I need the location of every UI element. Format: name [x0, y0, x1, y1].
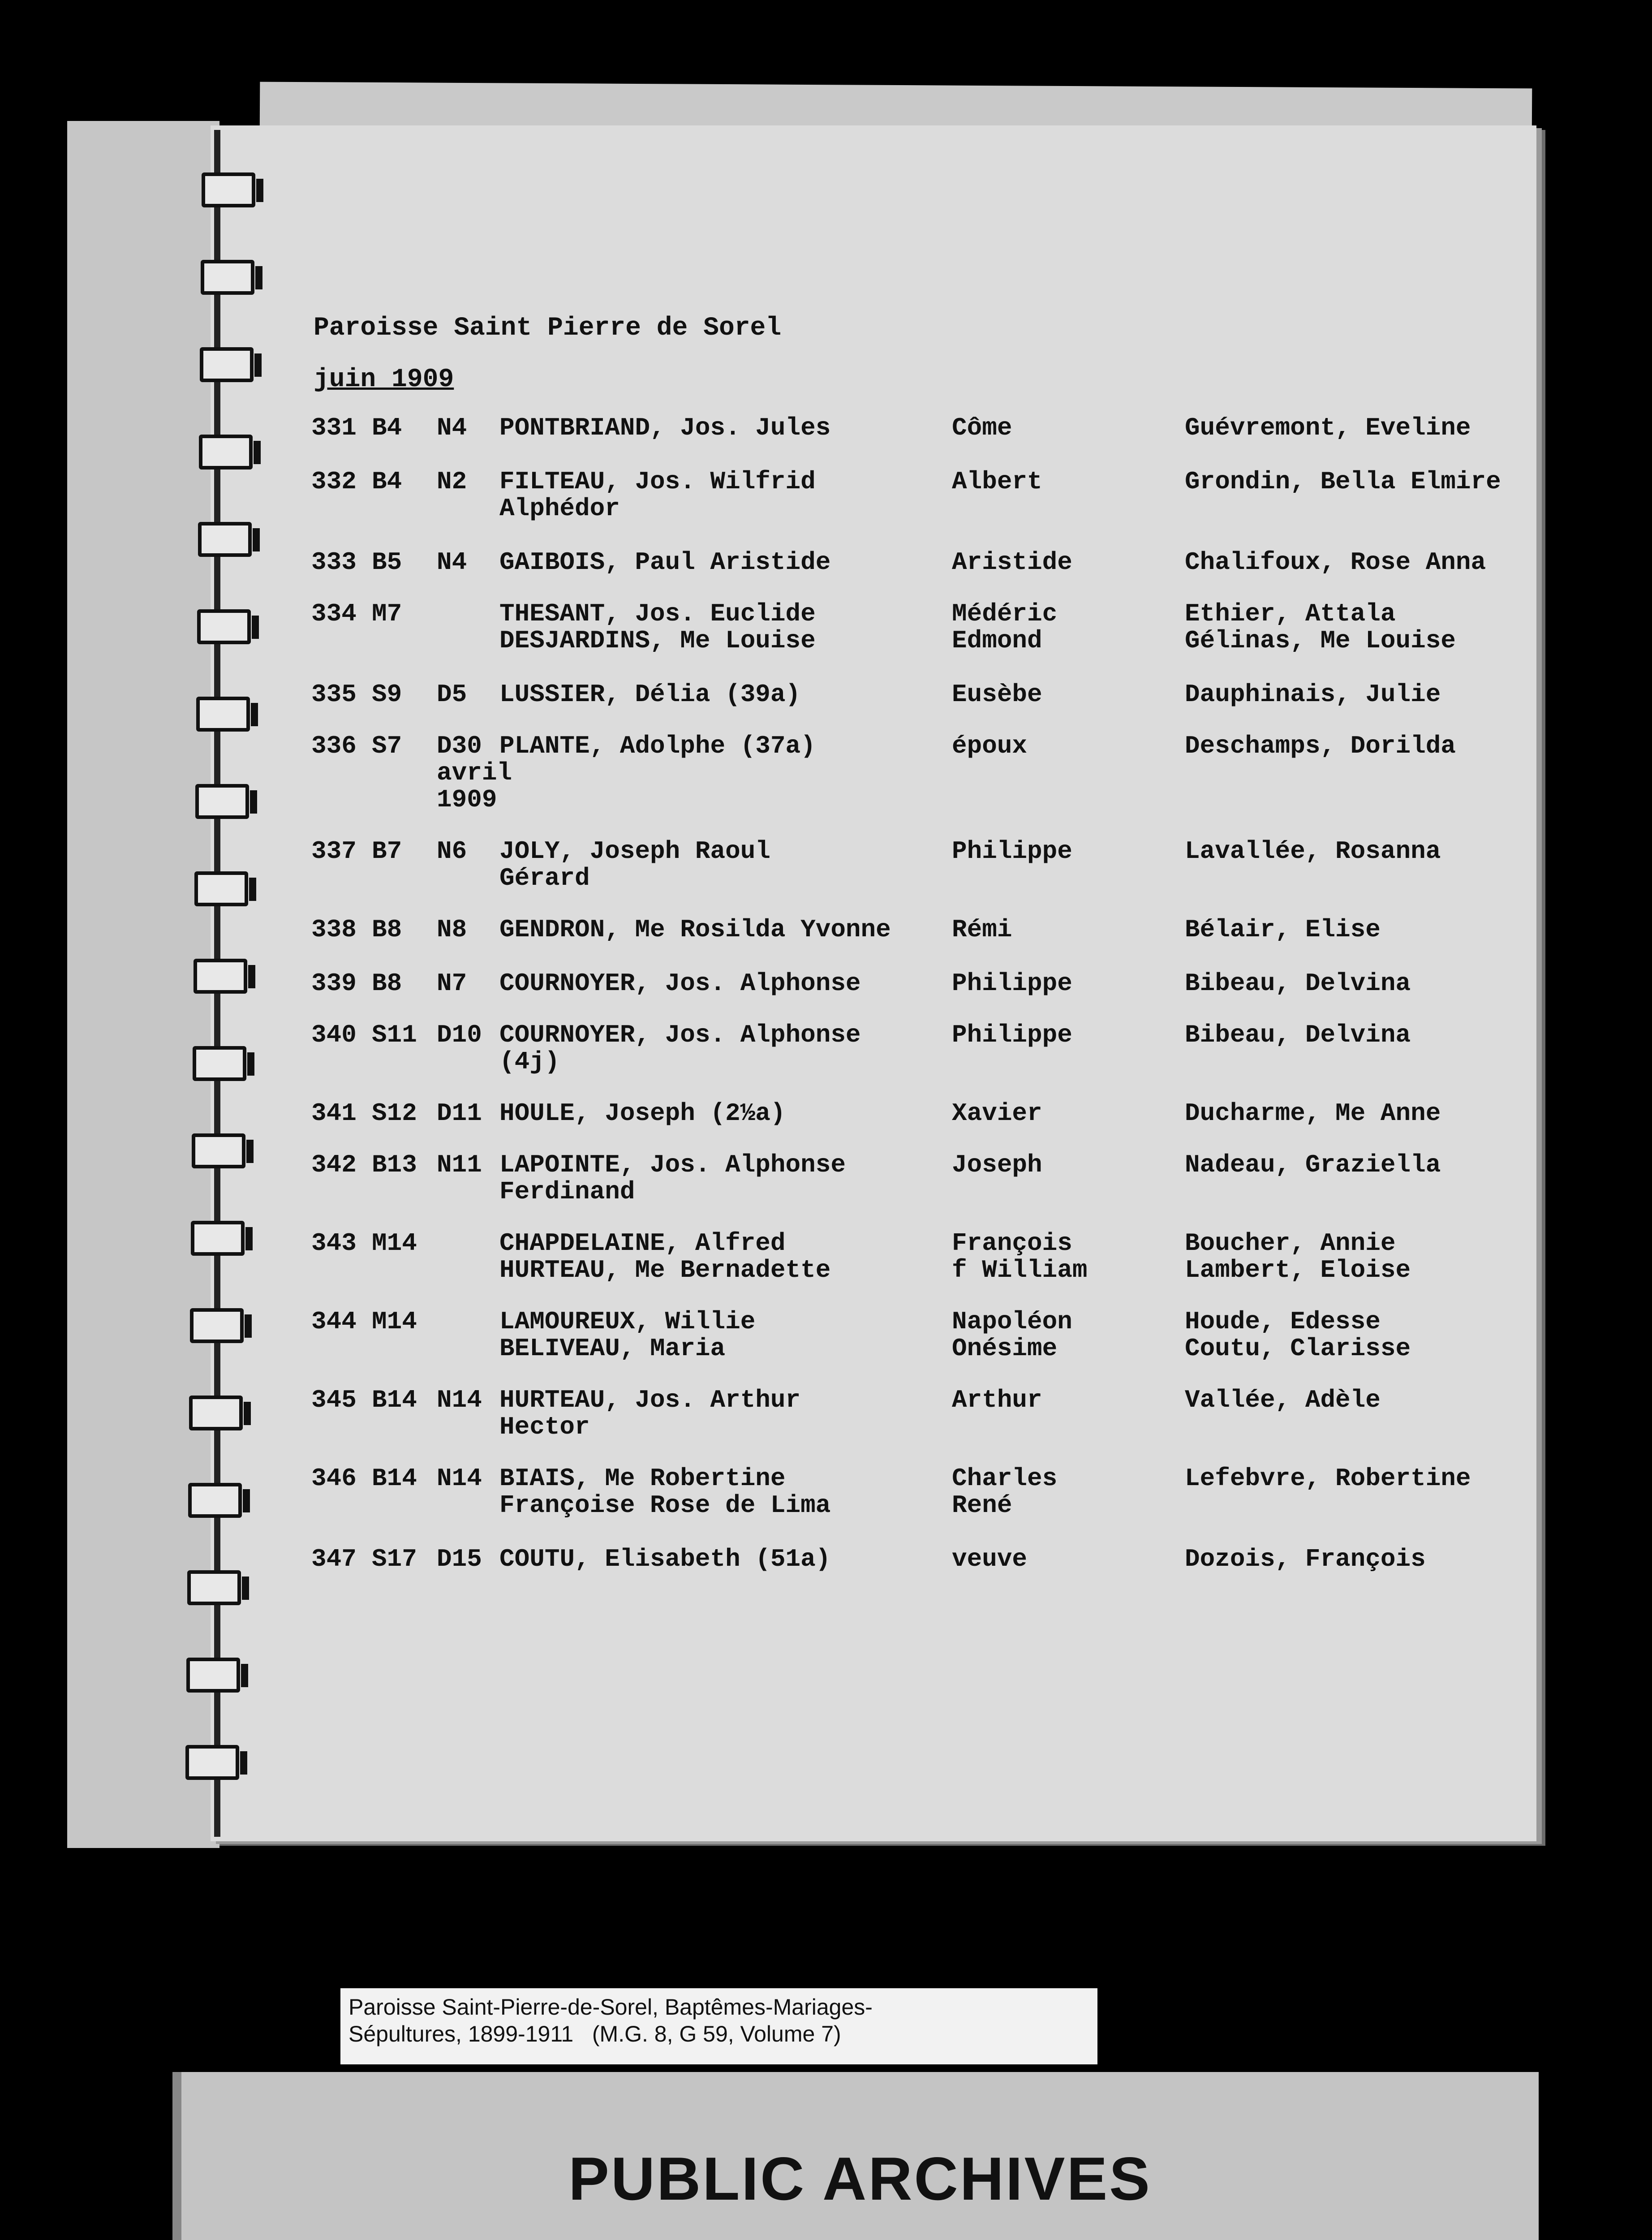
entry-spouse: Bibeau, Delvina — [1185, 969, 1411, 998]
entry-number: 344 — [311, 1307, 357, 1336]
entry-parent: Médéric Edmond — [952, 599, 1058, 655]
entry-parent: Arthur — [952, 1386, 1042, 1414]
entry-spouse: Boucher, Annie Lambert, Eloise — [1185, 1229, 1411, 1284]
entry-code: B4 — [372, 467, 402, 496]
entry-code: S11 — [372, 1021, 417, 1049]
register-entry — [0, 1387, 1523, 1476]
register-entry — [0, 1021, 1523, 1111]
entry-code: B8 — [372, 915, 402, 944]
entry-number: 339 — [311, 969, 357, 998]
entry-parent: Philippe — [952, 1021, 1072, 1049]
entry-number: 331 — [311, 414, 357, 442]
entry-spouse: Bibeau, Delvina — [1185, 1021, 1411, 1049]
entry-name: HURTEAU, Jos. Arthur Hector — [499, 1386, 801, 1441]
entry-name: JOLY, Joseph Raoul Gérard — [499, 837, 770, 892]
entry-number: 336 — [311, 732, 357, 760]
entry-number: 342 — [311, 1150, 357, 1179]
entry-code: B13 — [372, 1150, 417, 1179]
entry-name: BIAIS, Me Robertine Françoise Rose de Lima — [499, 1464, 831, 1520]
register-entry — [0, 1308, 1523, 1398]
entry-name: LAMOUREUX, Willie BELIVEAU, Maria — [499, 1307, 756, 1363]
entry-subcode: N4 — [437, 414, 467, 442]
entry-spouse: Chalifoux, Rose Anna — [1185, 548, 1486, 577]
binding-ring — [202, 172, 255, 207]
entry-subcode: D30 avril 1909 — [437, 732, 512, 814]
register-entry — [0, 468, 1523, 558]
entry-subcode: D10 — [437, 1021, 482, 1049]
microfilm-label — [340, 1988, 1097, 2064]
entry-spouse: Ducharme, Me Anne — [1185, 1099, 1441, 1128]
register-entry — [0, 1230, 1523, 1319]
entry-subcode: N8 — [437, 915, 467, 944]
entry-spouse: Bélair, Elise — [1185, 915, 1381, 944]
entry-code: M7 — [372, 599, 402, 628]
entry-number: 340 — [311, 1021, 357, 1049]
entry-number: 332 — [311, 467, 357, 496]
entry-name: COUTU, Elisabeth (51a) — [499, 1545, 831, 1573]
entry-name: LAPOINTE, Jos. Alphonse Ferdinand — [499, 1150, 846, 1206]
entry-code: B4 — [372, 414, 402, 442]
entry-spouse: Vallée, Adèle — [1185, 1386, 1381, 1414]
entry-parent: veuve — [952, 1545, 1028, 1573]
register-entry — [0, 838, 1523, 927]
entry-spouse: Ethier, Attala Gélinas, Me Louise — [1185, 599, 1456, 655]
entry-code: S7 — [372, 732, 402, 760]
entry-name: FILTEAU, Jos. Wilfrid Alphédor — [499, 467, 816, 523]
entry-parent: Côme — [952, 414, 1012, 442]
entry-name: PONTBRIAND, Jos. Jules — [499, 414, 831, 442]
entry-spouse: Nadeau, Graziella — [1185, 1150, 1441, 1179]
entry-parent: Napoléon Onésime — [952, 1307, 1072, 1363]
entry-code: S12 — [372, 1099, 417, 1128]
entry-code: B5 — [372, 548, 402, 577]
entry-spouse: Grondin, Bella Elmire — [1185, 467, 1501, 496]
entry-subcode: N14 — [437, 1386, 482, 1414]
binding-ring — [200, 347, 254, 382]
archives-card — [172, 2072, 1539, 2240]
entry-subcode: D15 — [437, 1545, 482, 1573]
register-entry — [0, 600, 1523, 690]
entry-name: HOULE, Joseph (2½a) — [499, 1099, 786, 1128]
binding-ring — [185, 1745, 239, 1780]
register-entry — [0, 1151, 1523, 1241]
entry-parent: Rémi — [952, 915, 1012, 944]
entry-number: 334 — [311, 599, 357, 628]
entry-subcode: D5 — [437, 680, 467, 709]
entry-name: LUSSIER, Délia (39a) — [499, 680, 801, 709]
entry-parent: François f William — [952, 1229, 1088, 1284]
entry-name: COURNOYER, Jos. Alphonse — [499, 969, 861, 998]
entry-code: S17 — [372, 1545, 417, 1573]
entry-spouse: Dauphinais, Julie — [1185, 680, 1441, 709]
entry-subcode: N2 — [437, 467, 467, 496]
register-entry — [0, 1546, 1523, 1635]
entry-spouse: Houde, Edesse Coutu, Clarisse — [1185, 1307, 1411, 1363]
entry-name: THESANT, Jos. Euclide DESJARDINS, Me Louise — [499, 599, 816, 655]
entry-code: B7 — [372, 837, 402, 866]
entry-parent: Philippe — [952, 837, 1072, 866]
archives-line-1: PUBLIC ARCHIVES — [568, 2145, 1152, 2213]
entry-spouse: Lefebvre, Robertine — [1185, 1464, 1471, 1493]
entry-number: 335 — [311, 680, 357, 709]
entry-parent: Aristide — [952, 548, 1072, 577]
label-line-2: Sépultures, 1899-1911 (M.G. 8, G 59, Volume 7) — [348, 2021, 841, 2046]
entry-spouse: Dozois, François — [1185, 1545, 1426, 1573]
entry-name: COURNOYER, Jos. Alphonse (4j) — [499, 1021, 861, 1076]
entry-parent: Charles René — [952, 1464, 1058, 1520]
page-date: juin 1909 — [314, 365, 454, 394]
binding-ring — [201, 260, 254, 295]
entry-name: GENDRON, Me Rosilda Yvonne — [499, 915, 891, 944]
entry-name: PLANTE, Adolphe (37a) — [499, 732, 816, 760]
entry-number: 345 — [311, 1386, 357, 1414]
entry-spouse: Lavallée, Rosanna — [1185, 837, 1441, 866]
entry-subcode: N14 — [437, 1464, 482, 1493]
entry-code: B8 — [372, 969, 402, 998]
entry-code: B14 — [372, 1464, 417, 1493]
entry-number: 343 — [311, 1229, 357, 1258]
page-title: Paroisse Saint Pierre de Sorel — [314, 314, 782, 343]
entry-code: S9 — [372, 680, 402, 709]
entry-subcode: D11 — [437, 1099, 482, 1128]
entry-code: M14 — [372, 1307, 417, 1336]
entry-subcode: N6 — [437, 837, 467, 866]
binding-ring — [186, 1658, 240, 1693]
label-line-1: Paroisse Saint-Pierre-de-Sorel, Baptêmes-Mariages- — [348, 1994, 873, 2020]
entry-spouse: Guévremont, Eveline — [1185, 414, 1471, 442]
entry-parent: époux — [952, 732, 1028, 760]
entry-name: CHAPDELAINE, Alfred HURTEAU, Me Bernadette — [499, 1229, 831, 1284]
entry-subcode: N7 — [437, 969, 467, 998]
entry-parent: Xavier — [952, 1099, 1042, 1128]
entry-number: 338 — [311, 915, 357, 944]
entry-parent: Philippe — [952, 969, 1072, 998]
entry-number: 333 — [311, 548, 357, 577]
entry-parent: Eusèbe — [952, 680, 1042, 709]
entry-number: 346 — [311, 1464, 357, 1493]
entry-code: M14 — [372, 1229, 417, 1258]
entry-parent: Albert — [952, 467, 1042, 496]
register-entry — [0, 732, 1523, 822]
register-entry — [0, 1465, 1523, 1555]
entry-subcode: N11 — [437, 1150, 482, 1179]
entry-parent: Joseph — [952, 1150, 1042, 1179]
entry-code: B14 — [372, 1386, 417, 1414]
entry-spouse: Deschamps, Dorilda — [1185, 732, 1456, 760]
entry-subcode: N4 — [437, 548, 467, 577]
entry-number: 341 — [311, 1099, 357, 1128]
entry-number: 347 — [311, 1545, 357, 1573]
entry-name: GAIBOIS, Paul Aristide — [499, 548, 831, 577]
entry-number: 337 — [311, 837, 357, 866]
